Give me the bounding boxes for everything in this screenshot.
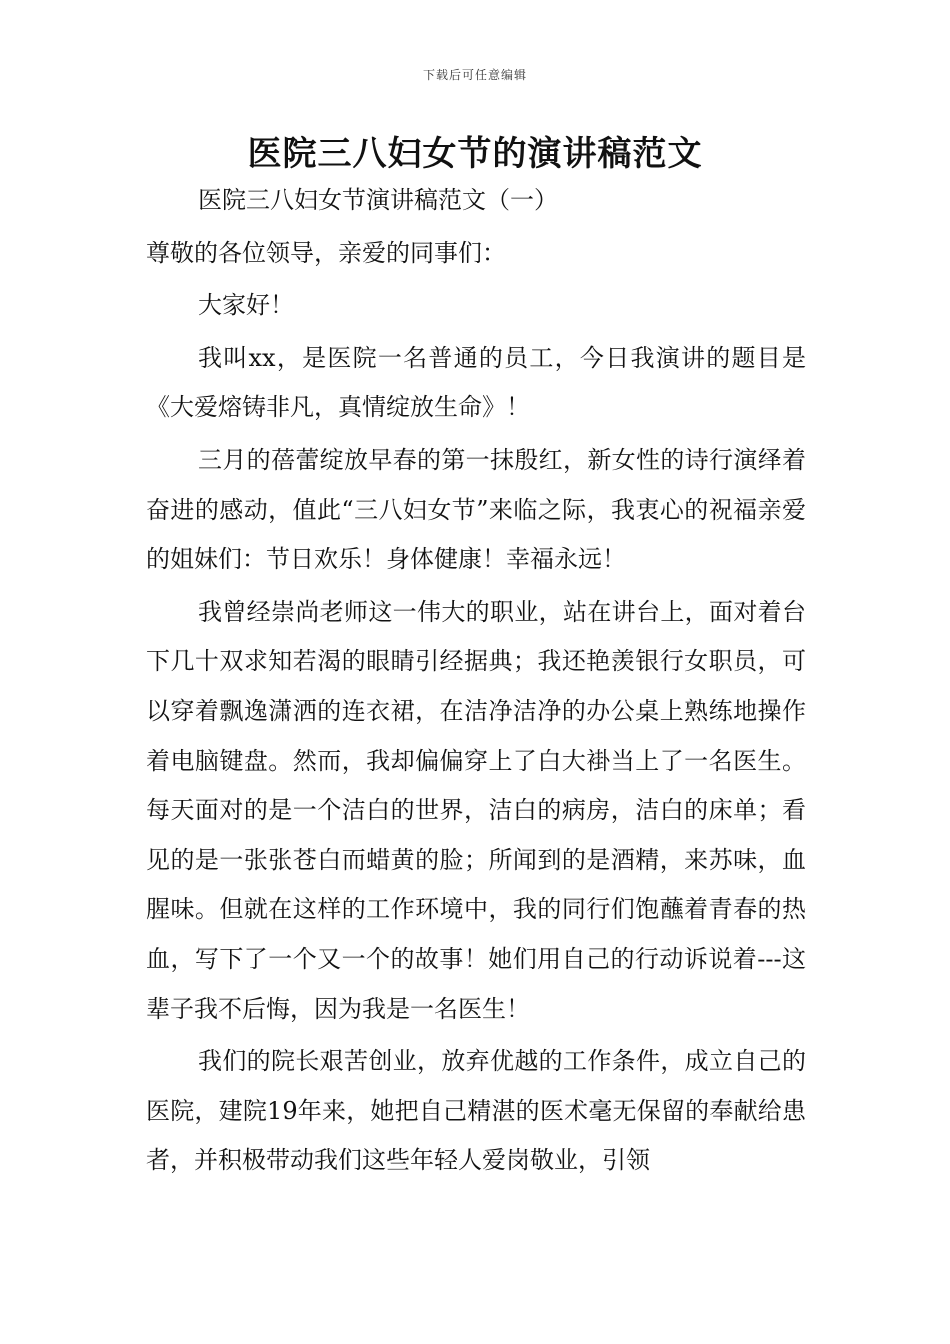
document-title: 医院三八妇女节的演讲稿范文 [247,134,703,174]
header-note: 下载后可任意编辑 [422,68,527,82]
paragraph-4: 我们的院长艰苦创业，放弃优越的工作条件，成立自己的医院，建院19年来，她把自己精湛的医术毫无保留的奉献给患者，并积极带动我们这些年轻人爱岗敬业，引领 [146,1047,806,1175]
paragraph-2: 三月的蓓蕾绽放早春的第一抹殷红，新女性的诗行演绎着奋进的感动，值此“三八妇女节”来临之际，我衷心的祝福亲爱的姐妹们：节日欢乐！身体健康！幸福永远！ [146,445,806,574]
paragraph-1: 我叫xx，是医院一名普通的员工，今日我演讲的题目是《大爱熔铸非凡，真情绽放生命》！ [146,343,806,422]
salutation: 尊敬的各位领导，亲爱的同事们： [146,238,506,267]
greeting: 大家好！ [198,291,294,320]
document-subtitle: 医院三八妇女节演讲稿范文（一） [198,186,558,214]
paragraph-3: 我曾经崇尚老师这一伟大的职业，站在讲台上，面对着台下几十双求知若渴的眼睛引经据典；我还艳羡银行女职员，可以穿着飘逸潇洒的连衣裙，在洁净洁净的办公桌上熟练地操作着电脑键盘。然而，我却偏偏穿上了白大褂当上了一名医生。每天面对的是一个洁白的世界，洁白的病房，洁白的床单；看见的是一张张苍白而蜡黄的脸；所闻到的是酒精，来苏味，血腥味。但就在这样的工作环境中，我的同行们饱蘸着青春的热血，写下了一个又一个的故事！她们用自己的行动诉说着---这辈子我不后悔，因为我是一名医生！ [146,597,806,1023]
document-body [146,176,806,1186]
